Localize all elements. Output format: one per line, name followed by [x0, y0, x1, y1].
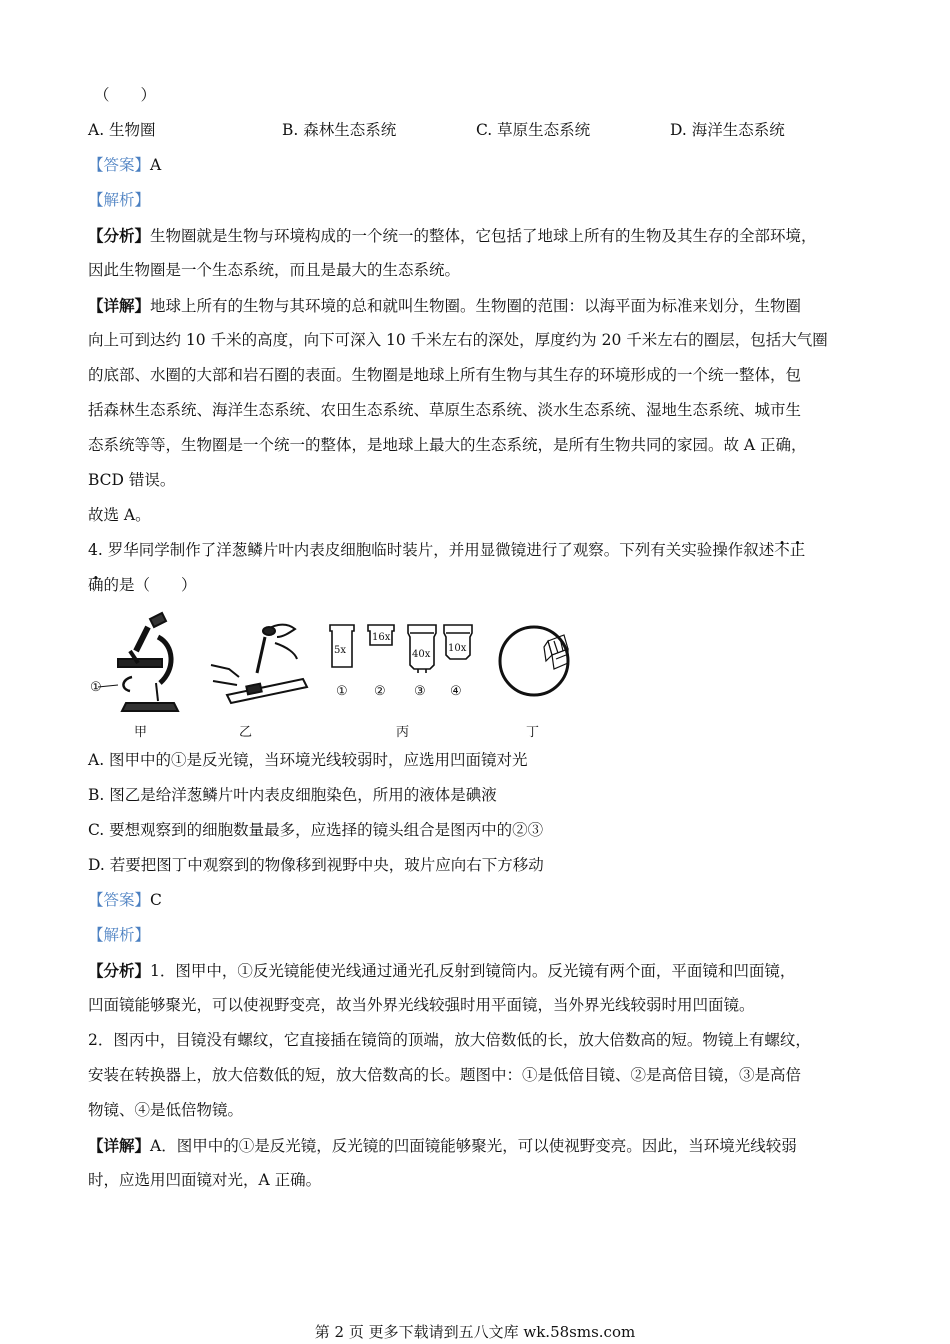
- q4-fenxi-line: [88, 953, 878, 988]
- xiangjie-tag: 【详解】: [88, 296, 151, 315]
- q4-option-c: C. 要想观察到的细胞数量最多，应选择的镜头组合是图丙中的②③: [88, 821, 544, 839]
- q3-option-a: A. 生物圈: [88, 121, 156, 139]
- q4-fenxi-line: 2．图丙中，目镜没有螺纹，它直接插在镜筒的顶端，放大倍数低的长，放大倍数高的短。物镜上有螺纹，: [88, 1031, 811, 1049]
- figure-bing: [326, 607, 486, 740]
- q4-stem-line2: [88, 568, 878, 603]
- figure-label-jia: 甲: [134, 725, 148, 740]
- answer-value: C: [150, 891, 162, 909]
- q4-fenxi-line: 凹面镜能够聚光，可以使视野变亮，故当外界光线较强时用平面镜，当外界光线较弱时用凹面镜。: [88, 996, 755, 1014]
- figure-yi: [203, 607, 313, 740]
- q3-answer: [88, 148, 878, 183]
- figure-label-yi: 乙: [239, 725, 253, 740]
- fenxi-tag: 【分析】: [88, 226, 151, 245]
- q3-xiangjie-line: BCD 错误。: [88, 471, 176, 489]
- figure-jia: [88, 607, 188, 740]
- q3-xiangjie-line: 括森林生态系统、海洋生态系统、农田生态系统、草原生态系统、淡水生态系统、湿地生态系统、城市生: [88, 401, 802, 419]
- xiangjie-tag: 【详解】: [88, 1136, 151, 1155]
- jiexi-tag: 【解析】: [88, 191, 151, 209]
- figure-label-bing: 丙: [396, 725, 410, 740]
- jiexi-tag: 【解析】: [88, 926, 151, 944]
- q3-fenxi-line: [88, 218, 878, 253]
- q3-option-d: D. 海洋生态系统: [670, 121, 785, 139]
- q4-option-d: D. 若要把图丁中观察到的物像移到视野中央，玻片应向右下方移动: [88, 856, 544, 874]
- q3-option-b: B. 森林生态系统: [282, 121, 397, 139]
- fenxi-text: 1．图甲中，①反光镜能使光线通过通光孔反射到镜筒内。反光镜有两个面，平面镜和凹面镜，: [150, 962, 796, 980]
- lens-2-number: ②: [374, 684, 386, 699]
- q4-figures: [88, 607, 878, 740]
- q4-fenxi-line: 安装在转换器上，放大倍数低的短，放大倍数高的长。题图中：①是低倍目镜、②是高倍目镜，③是高倍: [88, 1066, 802, 1084]
- q4-option-a: A. 图甲中的①是反光镜，当环境光线较弱时，应选用凹面镜对光: [88, 751, 528, 769]
- lens-1-number: ①: [336, 684, 348, 699]
- lens-4-mag: 10x: [448, 643, 467, 654]
- fenxi-text: 生物圈就是生物与环境构成的一个统一的整体，它包括了地球上所有的生物及其生存的全部环境，: [150, 227, 817, 245]
- answer-tag: 【答案】: [88, 156, 151, 174]
- figure-ding: [496, 607, 586, 740]
- q4-stem-text: 的是（ ）: [103, 576, 197, 594]
- q4-xiangjie-line: [88, 1128, 878, 1163]
- q4-xiangjie-line: 时，应选用凹面镜对光，A 正确。: [88, 1171, 322, 1189]
- q3-xiangjie-line: 向上可到达约 10 千米的高度，向下可深入 10 千米左右的深处，厚度约为 20 千米左右的圈层，包括大气圈: [88, 331, 828, 349]
- q3-option-c: C. 草原生态系统: [476, 121, 591, 139]
- page-content: [88, 78, 878, 1198]
- figure-label-ding: 丁: [526, 725, 540, 740]
- q3-paren: （ ）: [94, 86, 157, 104]
- lenses-icon: [326, 607, 486, 719]
- answer-tag: 【答案】: [88, 891, 151, 909]
- emphasis-char: 确: [88, 576, 104, 594]
- lens-2-mag: 16x: [372, 632, 391, 643]
- page-footer: 第 2 页 更多下载请到五八文库 wk.58sms.com: [314, 1323, 636, 1341]
- q3-jiexi: [88, 183, 878, 218]
- lens-4-number: ④: [450, 684, 462, 699]
- q4-jiexi: [88, 918, 878, 953]
- q3-fenxi-line: 因此生物圈是一个生态系统，而且是最大的生态系统。: [88, 261, 461, 279]
- emphasis-char: 正: [789, 541, 806, 559]
- xiangjie-text: 地球上所有的生物与其环境的总和就叫生物圈。生物圈的范围：以海平面为标准来划分，生物圈: [150, 297, 802, 315]
- q3-conclusion: 故选 A。: [88, 506, 151, 524]
- lens-1-mag: 5x: [334, 645, 347, 656]
- emphasis-char: 不: [774, 541, 790, 559]
- q4-option-b: B. 图乙是给洋葱鳞片叶内表皮细胞染色，所用的液体是碘液: [88, 786, 497, 804]
- q4-answer: [88, 883, 878, 918]
- field-of-view-icon: [496, 607, 586, 719]
- q3-xiangjie-line: 态系统等等，生物圈是一个统一的整体，是地球上最大的生态系统，是所有生物共同的家园。故 A 正确，: [88, 436, 807, 454]
- q3-xiangjie-line: 的底部、水圈的大部和岩石圈的表面。生物圈是地球上所有生物与其生存的环境形成的一个统一整体，包: [88, 366, 802, 384]
- microscope-icon: [88, 607, 188, 719]
- q4-stem-text: 4. 罗华同学制作了洋葱鳞片叶内表皮细胞临时装片，并用显微镜进行了观察。下列有关实验操作叙述: [88, 541, 775, 559]
- q3-options: [88, 113, 878, 148]
- q3-xiangjie-line: [88, 288, 878, 323]
- xiangjie-text: A．图甲中的①是反光镜，反光镜的凹面镜能够聚光，可以使视野变亮。因此，当环境光线较弱: [150, 1137, 797, 1155]
- answer-value: A: [150, 156, 162, 174]
- lens-3-number: ③: [414, 684, 426, 699]
- mirror-label: ①: [90, 680, 102, 695]
- q4-fenxi-line: 物镜、④是低倍物镜。: [88, 1101, 244, 1119]
- fenxi-tag: 【分析】: [88, 961, 151, 980]
- q4-stem-line1: [88, 533, 878, 568]
- lens-3-mag: 40x: [412, 649, 431, 660]
- staining-hand-icon: [203, 607, 313, 719]
